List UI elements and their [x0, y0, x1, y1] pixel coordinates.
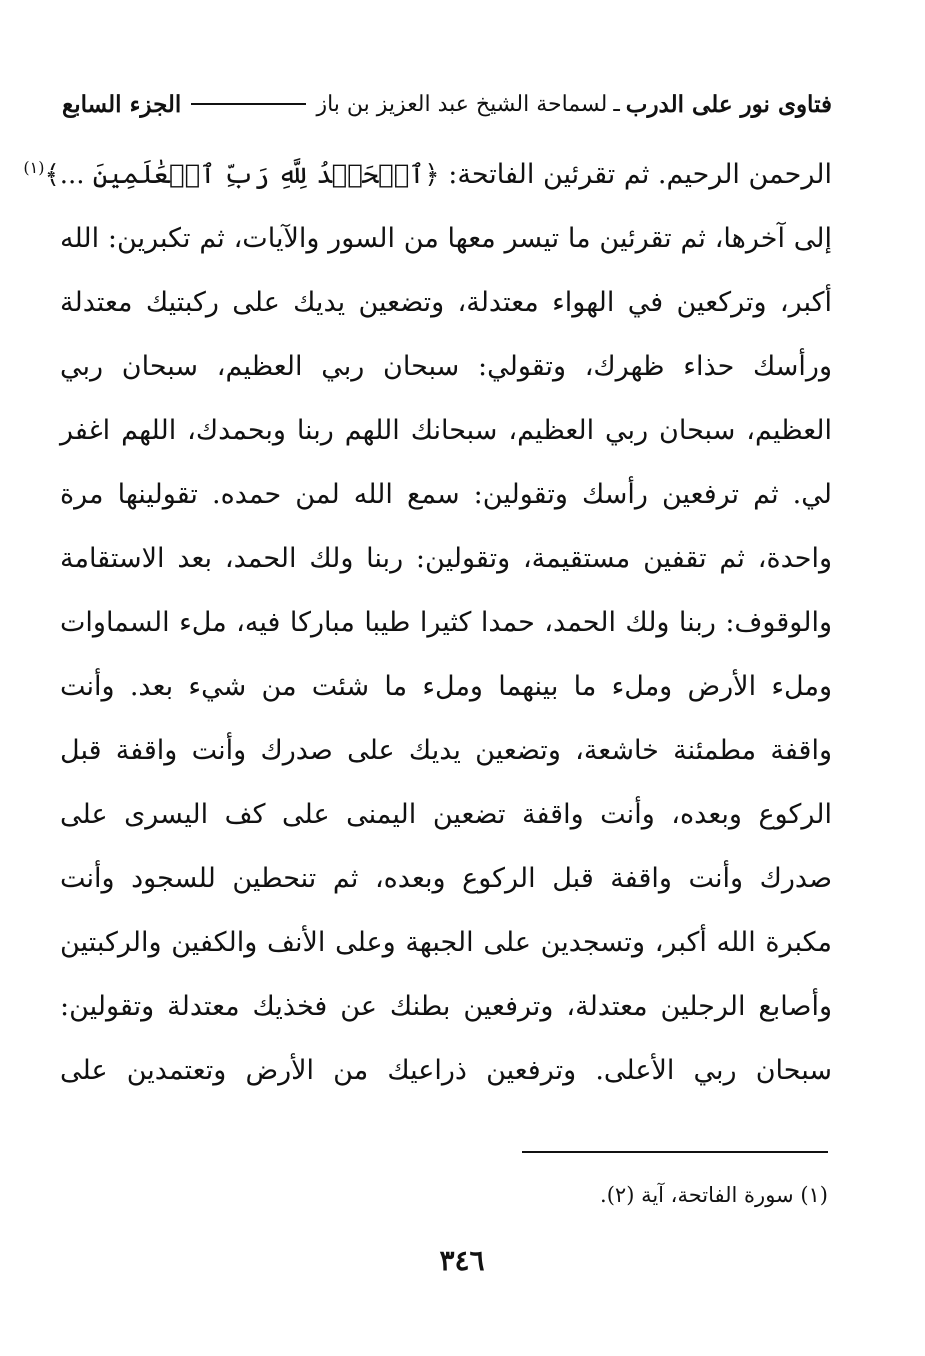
- volume-label: الجزء السابع: [62, 90, 182, 118]
- body-text: [23, 143, 832, 1103]
- running-header: [62, 84, 832, 124]
- text-line: [23, 143, 832, 207]
- text-line: واقفة مطمئنة خاشعة، وتضعين يديك على صدرك وأنت واقفة قبل: [60, 735, 832, 766]
- book-title: فتاوى نور على الدرب: [625, 90, 832, 118]
- text-line: واحدة، ثم تقفين مستقيمة، وتقولين: ربنا ولك الحمد، بعد الاستقامة: [60, 543, 832, 574]
- footnote-rule: [522, 1151, 828, 1153]
- text-line: مكبرة الله أكبر، وتسجدين على الجبهة وعلى الأنف والكفين والركبتين: [60, 927, 832, 958]
- text-line: العظيم، سبحان ربي العظيم، سبحانك اللهم ربنا وبحمدك، اللهم اغفر: [60, 415, 832, 446]
- text-line: ورأسك حذاء ظهرك، وتقولي: سبحان ربي العظيم، سبحان ربي: [60, 351, 832, 382]
- text-line: وملء الأرض وملء ما بينهما وملء ما شئت من شيء بعد. وأنت: [60, 671, 832, 702]
- quran-verse: ﴿ٱلۡحَمۡدُ لِلَّهِ رَبِّ ٱلۡعَٰلَمِينَ ...﴾: [44, 160, 440, 190]
- author-line: لسماحة الشيخ عبد العزيز بن باز: [316, 91, 608, 117]
- text-line: صدرك وأنت واقفة قبل الركوع وبعده، ثم تنحطين للسجود وأنت: [60, 863, 832, 894]
- text-line: أكبر، وتركعين في الهواء معتدلة، وتضعين يديك على ركبتيك معتدلة: [60, 287, 832, 318]
- text-line: والوقوف: ربنا ولك الحمد، حمدا كثيرا طيبا مباركا فيه، ملء السماوات: [60, 607, 832, 638]
- text-line: وأصابع الرجلين معتدلة، وترفعين بطنك عن فخذيك معتدلة وتقولين:: [60, 991, 832, 1022]
- text-line: الركوع وبعده، وأنت واقفة تضعين اليمنى على كف اليسرى على: [60, 799, 832, 830]
- line-text: الرحمن الرحيم. ثم تقرئين الفاتحة:: [448, 159, 832, 190]
- text-line: لي. ثم ترفعين رأسك وتقولين: سمع الله لمن حمده. تقولينها مرة: [60, 479, 832, 510]
- footnote: (١) سورة الفاتحة، آية (٢).: [600, 1183, 828, 1207]
- header-separator: ـ: [613, 91, 620, 117]
- text-line: إلى آخرها، ثم تقرئين ما تيسر معها من السور والآيات، ثم تكبرين: الله: [60, 223, 832, 254]
- footnote-reference: (١): [23, 158, 45, 177]
- header-rule: [191, 103, 306, 105]
- text-line: سبحان ربي الأعلى. وترفعين ذراعيك من الأرض وتعتمدين على: [60, 1055, 832, 1086]
- page-number: ٣٤٦: [439, 1244, 485, 1277]
